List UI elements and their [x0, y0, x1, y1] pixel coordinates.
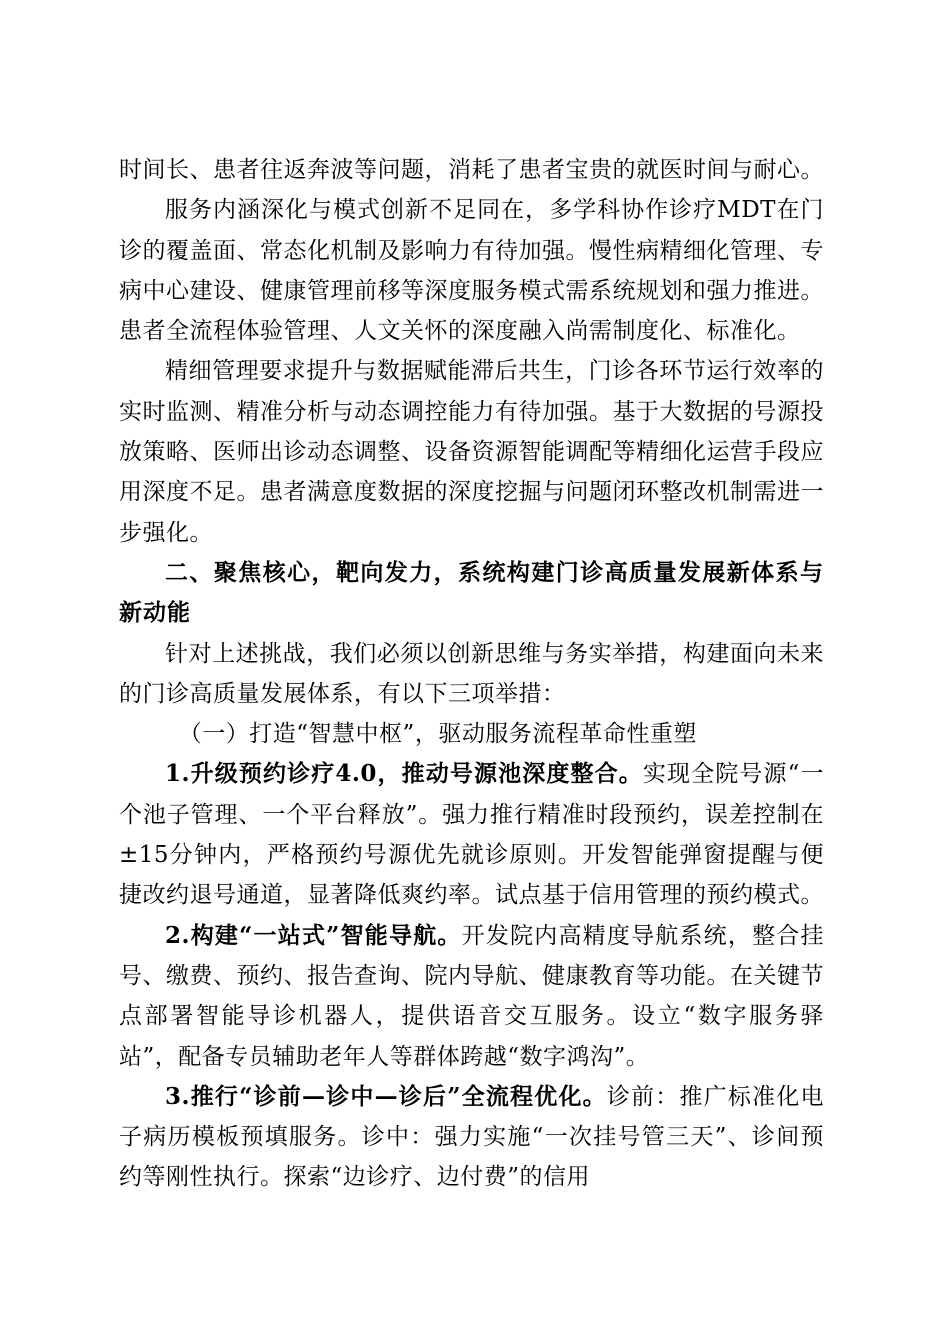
paragraph-text: 精细管理要求提升与数据赋能滞后共生，门诊各环节运行效率的实时监测、精准分析与动态调控能力有待加强。基于大数据的号源投放策略、医师出诊动态调整、设备资源智能调配等精细化运营手段应用深度不足。患者满意度数据的深度挖掘与问题闭环整改机制需进一步强化。 — [119, 358, 824, 546]
paragraph-text: 服务内涵深化与模式创新不足同在，多学科协作诊疗MDT在门诊的覆盖面、常态化机制及影响力有待加强。慢性病精细化管理、专病中心建设、健康管理前移等深度服务模式需系统规划和强力推进。患者全流程体验管理、人文关怀的深度融入尚需制度化、标准化。 — [119, 197, 824, 345]
measure-title: 1.升级预约诊疗4.0，推动号源池深度整合。 — [165, 760, 643, 788]
paragraph-text: 时间长、患者往返奔波等问题，消耗了患者宝贵的就医时间与耐心。 — [119, 157, 824, 183]
measure-text: 诊前：推广标准化电子病历模板预填服务。诊中：强力实施“一次挂号管三天”、诊间预约等刚性执行。探索“边诊疗、边付费”的信用 — [119, 1083, 824, 1191]
measure-text: 实现全院号源“一个池子管理、一个平台释放”。强力推行精准时段预约，误差控制在±15分钟内，严格预约号源优先就诊原则。开发智能弹窗提醒与便捷改约退号通道，显著降低爽约率。试点基于信用管理的预约模式。 — [119, 761, 824, 909]
paragraph-data-enablement — [119, 351, 824, 552]
subsection-heading — [119, 714, 824, 754]
paragraph-measures-intro — [119, 634, 824, 715]
measure-item-workflow — [119, 1077, 824, 1198]
section-heading — [119, 553, 824, 634]
document-page — [119, 150, 824, 1198]
paragraph-continuation — [119, 150, 824, 190]
measure-title: 3.推行“诊前—诊中—诊后”全流程优化。 — [165, 1082, 607, 1110]
measure-text: 开发院内高精度导航系统，整合挂号、缴费、预约、报告查询、院内导航、健康教育等功能。在关键节点部署智能导诊机器人，提供语音交互服务。设立“数字服务驿站”，配备专员辅助老年人等群体跨越“数字鸿沟”。 — [119, 922, 825, 1070]
subsection-heading-text: （一）打造“智慧中枢”，驱动服务流程革命性重塑 — [178, 721, 697, 748]
paragraph-service-mode — [119, 190, 824, 351]
section-heading-text: 二、聚焦核心，靶向发力，系统构建门诊高质量发展新体系与新动能 — [119, 559, 824, 627]
measure-title: 2.构建“一站式”智能导航。 — [165, 921, 462, 949]
paragraph-text: 针对上述挑战，我们必须以创新思维与务实举措，构建面向未来的门诊高质量发展体系，有以下三项举措： — [119, 640, 824, 707]
measure-item-navigation — [119, 916, 824, 1077]
measure-item-appointment — [119, 754, 824, 915]
